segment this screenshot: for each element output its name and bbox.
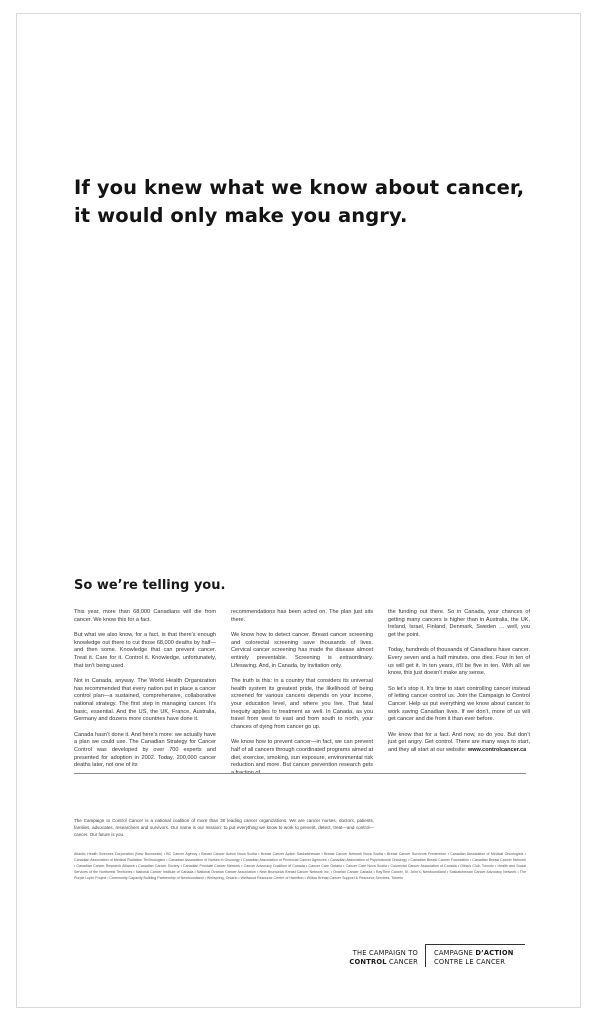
paragraph: Canada hasn’t done it. And here’s more: we actually have a plan we could use. The Canadian Strategy for Cancer Control was developed by over 700 experts and presented for adoption in 2002. Today, 200,000 cancer deaths later, not one of its [74, 731, 216, 769]
subheading: So we’re telling you. [74, 578, 226, 593]
website-link[interactable]: www.controlcancer.ca [467, 747, 527, 754]
logo-fr-bold-word: D’ACTION [475, 949, 514, 957]
paragraph: the funding out there. So in Canada, your chances of getting many cancers is higher than in Australia, the UK, Ireland, Israel, Finland, Denmark, Sweden … well, you get the point. [388, 609, 530, 639]
logo-en-line-1: THE CAMPAIGN TO [352, 949, 418, 957]
paragraph: Not in Canada, anyway. The World Health Organization has recommended that every nation put in place a cancer control plan—a sustained, comprehensive, collaborative national strategy. The first step in managing cancer. It’s basic, essential. And the US, the UK, France, Australia, Germany and dozens more countries have done it. [74, 677, 216, 723]
divider-rule [74, 773, 526, 774]
logo-divider [425, 944, 426, 967]
logo-fr-line-1 [434, 949, 534, 958]
paragraph [388, 732, 530, 755]
logo-en-rest: CANCER [386, 958, 418, 966]
headline-line-1: If you knew what we know about cancer, [74, 176, 525, 199]
headline [74, 174, 534, 230]
headline-line-2: it would only make you angry. [74, 204, 408, 227]
paragraph: So let’s stop it. It’s time to start controlling cancer instead of letting cancer control us. Join the Campaign to Control Cancer. Help us put everything we know about cancer to work saving Canadian lives. If we don’t, more of us will get cancer and die from it than ever before. [388, 685, 530, 723]
paragraph: The truth is this: in a country that considers its universal health system its greatest pride, the likelihood of being screened for various cancers depends on your income, your education level, and where you live. That fatal inequity applies to treatment as well. In Canada, as you travel from west to east and from south to north, your chances of dying from cancer go up. [231, 677, 373, 731]
paragraph: But what we also know, for a fact, is that there’s enough knowledge out there to cut those 68,000 deaths by half—and then some. Knowledge that can prevent cancer. Treat it. Care for it. Control it. Knowledge, unfortunately, that isn’t being used. [74, 631, 216, 669]
paragraph: We know how to detect cancer. Breast cancer screening and colorectal screening save thousands of lives. Cervical cancer screening has made the disease almost entirely preventable. Screening is extraordinary. Lifesaving. And, in Canada, by invitation only. [231, 631, 373, 669]
logo-fr-line-2: CONTRE LE CANCER [434, 958, 506, 966]
logo-en-bold-word: CONTROL [349, 958, 387, 966]
paragraph: We know how to prevent cancer—in fact, we can prevent half of all cancers through coordinated programs aimed at diet, exercise, smoking, sun exposure, environmental risk reduction and more. But cancer prevention research gets [231, 739, 373, 769]
coalition-statement: The Campaign to Control Cancer is a national coalition of more than 30 leading cancer organizations. We are cancer nurses, doctors, patients, families, advocates, researchers and survivors. Our name is our mission: to put everything we know to work to prevent, detect, treat—and control—cancer. Our future is you. [74, 818, 374, 837]
logo-frame-line [425, 944, 525, 945]
campaign-logo-english [336, 949, 418, 967]
paragraph: Today, hundreds of thousands of Canadians have cancer. Every seven and a half minutes, one dies. Four in ten of us will get it. In ten years, it’ll be five in ten. With all we know, this just doesn’t make any sense. [388, 647, 530, 677]
body-column-1 [74, 609, 216, 778]
campaign-logo-french [434, 949, 534, 967]
paragraph-text: We know that for a fact. And now, so do you. But don’t just get angry. Get control. There are many ways to start, and they all start at our website: [388, 731, 530, 754]
paragraph: This year, more than 68,000 Canadians will die from cancer. We know this for a fact. [74, 609, 216, 623]
logo-en-line-2 [336, 958, 418, 967]
logo-fr-rest: CAMPAGNE [434, 949, 476, 957]
body-column-2 [231, 609, 373, 785]
paragraph: recommendations has been acted on. The plan just sits there. [231, 609, 373, 623]
member-organizations-list: Atlantic Health Sciences Corporation (New Brunswick) • BC Cancer Agency • Breast Cancer Action Nova Scotia • Breast Cancer Action Saskatchewan • Breast Cancer Network Nova Scotia • Breast Cancer Survivors Fredericton • Canadian Association of Medical Oncologists • Canadian Association of Medical Radiation Technologists • Canadian Association of Nurses in Oncology • Canadian Association of Provincial Cancer Agencies • Canadian Association of Psychosocial Oncology • Canadian Breast Cancer Foundation • Canadian Breast Cancer Network • Canadian Cancer Research Alliance • Canadian Cancer Society • Canadian Prostate Cancer Network • Cancer Advocacy Coalition of Canada • Cancer Care Ontario • Cancer Care Nova Scotia • Colorectal Cancer Association of Canada • Gilda’s Club, Toronto • Health and Social Services of the Northwest Territories • National Cancer Institute of Canada • National Ovarian Cancer Association • New Brunswick Breast Cancer Network Inc. • Ovarian Cancer Canada • RayTime Cancer, St. John’s, Newfoundland • Saskatchewan Cancer Advocacy Network • The Purple Lupin Project / Community Capacity Building Partnership of Newfoundland • Wellspring, Ontario • Wellwood Resource Centre of Hamilton • Willow Breast Cancer Support & Resource Services, Toronto [74, 852, 526, 880]
body-column-3 [388, 609, 530, 762]
